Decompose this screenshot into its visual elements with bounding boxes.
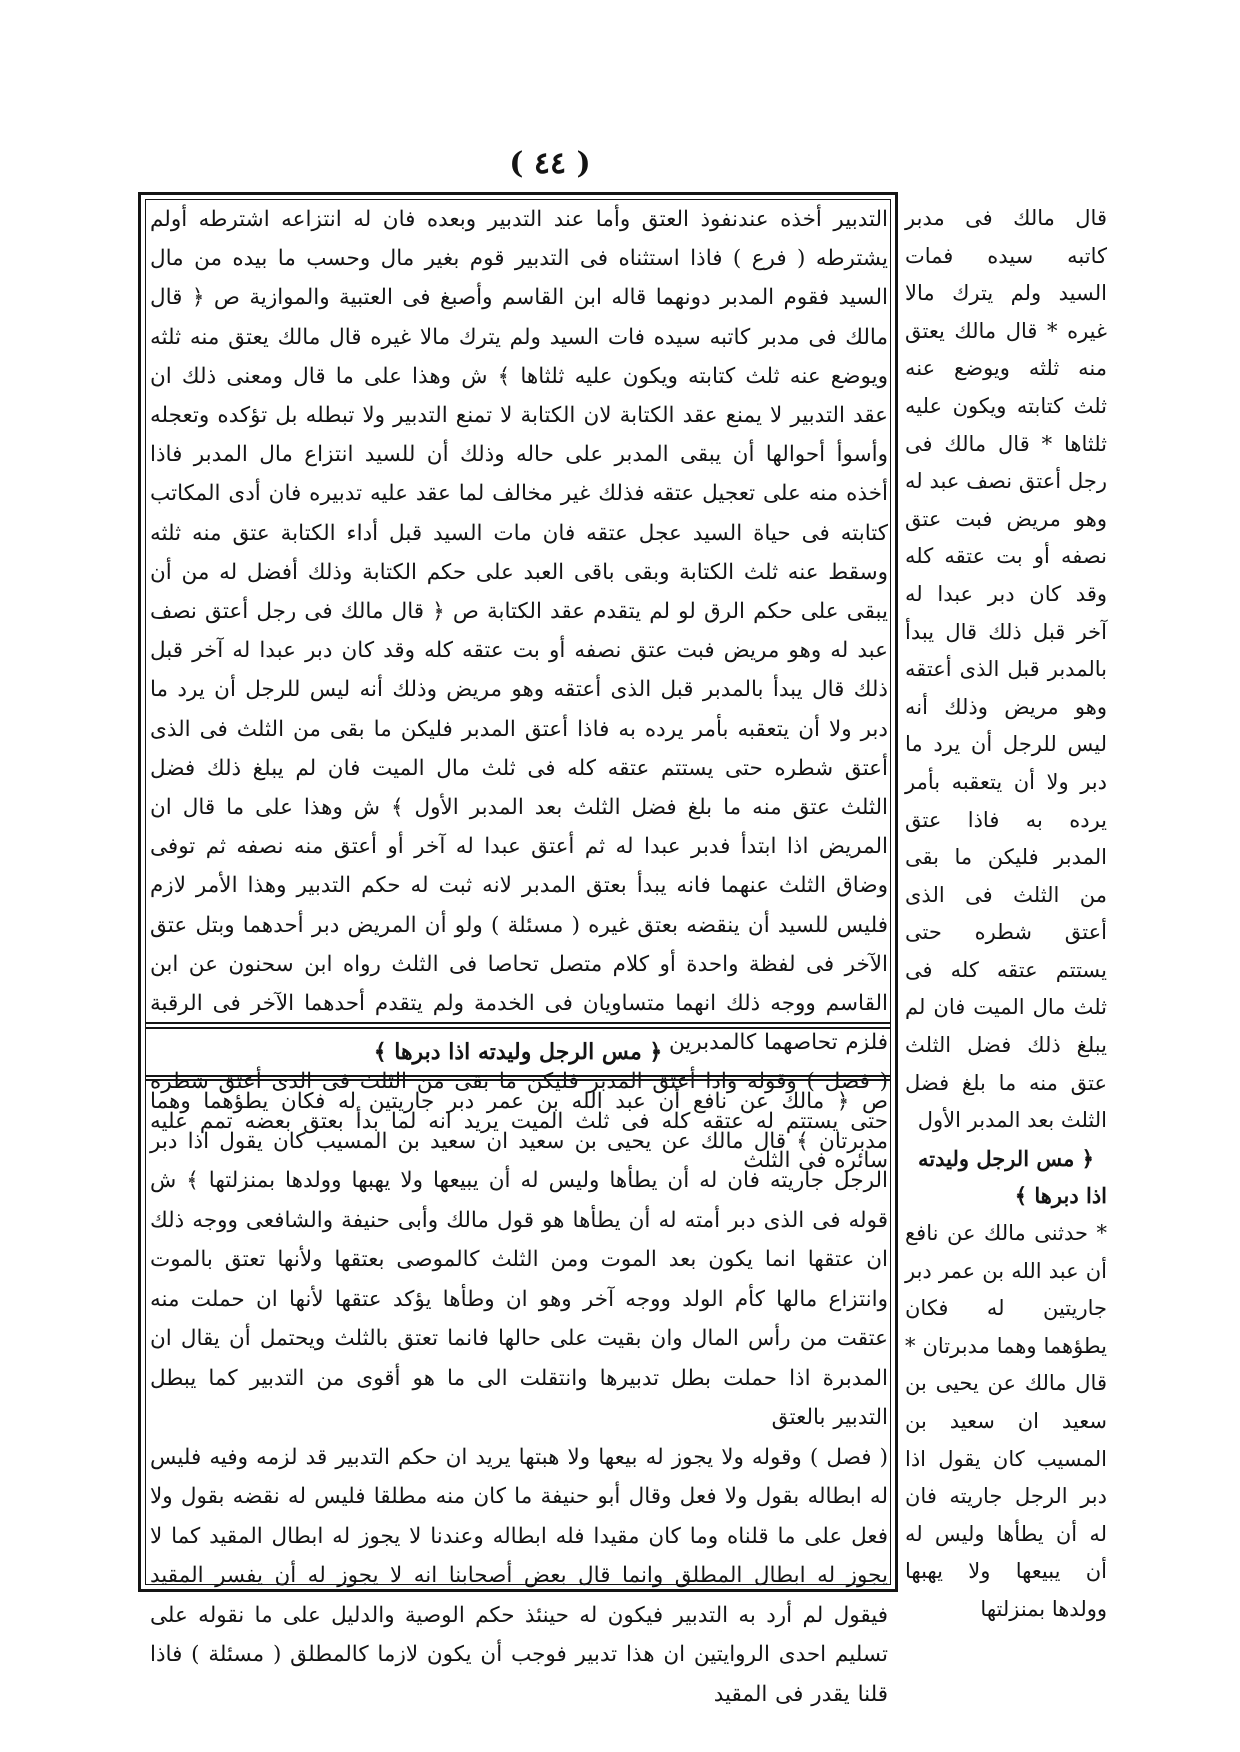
- margin-paragraph: * حدثنى مالك عن نافع أن عبد الله بن عمر دبر جاريتين له فكان يطؤهما وهما مدبرتان * قال مالك عن يحيى بن سعيد ان سعيد بن المسيب كان يقول اذا دبر الرجل جاريته فان له أن يطأها وليس له أن يبيعها ولا يهبها وولدها بمنزلتها: [905, 1221, 1107, 1621]
- chapter-text-block: [150, 1082, 888, 1707]
- section-divider-top-double: [145, 1027, 891, 1029]
- section-divider-bottom: [145, 1075, 891, 1077]
- chapter-heading: ﴿ مس الرجل وليدته اذا دبرها ﴾: [373, 1039, 663, 1065]
- margin-chapter-heading: ﴿ مس الرجل وليدته اذا دبرها ﴾: [918, 1145, 1107, 1209]
- commentary-paragraph: ( فصل ) وقوله واذا أعتق المدبر فليكن ما بقى من الثلث فى الذى أعتق شطره حتى يستتم له عتقه كله فى ثلث الميت يريد انه لما بدأ بعتق بعضه تمم عليه سائره فى الثلث: [150, 1069, 888, 1173]
- margin-paragraph: قال مالك فى مدبر كاتبه سيده فمات السيد ولم يترك مالا غيره * قال مالك يعتق منه ثلثه ويوضع عنه ثلث كتابته ويكون عليه ثلثاها * قال مالك فى رجل أعتق نصف عبد له وهو مريض فبت عتق نصفه أو بت عتقه كله وقد كان دبر عبدا له آخر قبل ذلك قال يبدأ بالمدبر قبل الذى أعتقه وهو مريض وذلك أنه ليس للرجل أن يرد ما دبر ولا أن يتعقبه بأمر يرده به فاذا عتق المدبر فليكن ما بقى من الثلث فى الذى أعتق شطره حتى يستتم عتقه كله فى ثلث مال الميت فان لم يبلغ ذلك فضل الثلث عتق منه ما بلغ فضل الثلث بعد المدبر الأول: [905, 206, 1107, 1133]
- page-number: ( ٤٤ ): [509, 146, 591, 181]
- margin-text-column: [905, 200, 1107, 1621]
- chapter-paragraph: ( فصل ) وقوله ولا يجوز له بيعها ولا هبتها يريد ان حكم التدبير قد لزمه وفيه فليس له ابطاله بقول ولا فعل وقال أبو حنيفة ما كان منه مطلقا فليس له نقضه بقول ولا فعل على ما قلناه وما كان مقيدا فله ابطاله وعندنا لا يجوز له ابطال المقيد كما لا يجوز له ابطال المطلق وانما قال بعض أصحابنا انه لا يجوز له أن يفسر المقيد فيقول لم أرد به التدبير فيكون له حينئذ حكم الوصية والدليل على ما نقوله على تسليم احدى الروايتين ان هذا تدبير فوجب أن يكون لازما كالمطلق ( مسئلة ) فاذا قلنا يقدر فى المقيد: [150, 1444, 888, 1707]
- chapter-paragraph: ص ﴿ مالك عن نافع أن عبد الله بن عمر دبر جاريتين له فكان يطؤهما وهما مدبرتان ﴾ قال مالك عن يحيى بن سعيد ان سعيد بن المسيب كان يقول اذا دبر الرجل جاريته فان له أن يطأها وليس له أن يبيعها ولا يهبها وولدها بمنزلتها ﴾ ش قوله فى الذى دبر أمته له أن يطأها هو قول مالك وأبى حنيفة والشافعى ووجه ذلك ان عتقها انما يكون بعد الموت ومن الثلث كالموصى بعتقها ولأنها تعتق بالموت وانتزاع مالها كأم الولد ووجه آخر وهو ان وطأها يؤكد عتقها لأنها ان حملت منه عتقت من رأس المال وان بقيت على حالها فانما تعتق بالثلث ويحتمل أن يقال ان المدبرة اذا حملت بطل تدبيرها وانتقلت الى ما هو أقوى من التدبير كما يبطل التدبير بالعتق: [150, 1089, 888, 1430]
- section-divider-bottom-double: [145, 1079, 891, 1081]
- commentary-paragraph: التدبير أخذه عندنفوذ العتق وأما عند التدبير وبعده فان له انتزاعه اشترطه أولم يشترطه ( فرع ) فاذا استثناه فى التدبير قوم بغير مال وحسب ما بيده من مال السيد فقوم المدبر دونهما قاله ابن القاسم وأصبغ فى العتبية والموازية ص ﴿ قال مالك فى مدبر كاتبه سيده فات السيد ولم يترك مالا غيره قال مالك يعتق منه ثلثه ويوضع عنه ثلث كتابته ويكون عليه ثلثاها ﴾ ش وهذا على ما قال ومعنى ذلك ان عقد التدبير لا يمنع عقد الكتابة لان الكتابة لا تمنع التدبير ولا تبطله بل تؤكده وتعجله وأسوأ أحوالها أن يبقى المدبر على حاله وذلك أن للسيد انتزاع مال المدبر فاذا أخذه منه على تعجيل عتقه فذلك غير مخالف لما عقد عليه تدبيره فان أدى المكاتب كتابته فى حياة السيد عجل عتقه فان مات السيد قبل أداء الكتابة عتق منه ثلثه وسقط عنه ثلث الكتابة وبقى باقى العبد على حكم الكتابة وذلك أفضل له من أن يبقى على حكم الرق لو لم يتقدم عقد الكتابة ص ﴿ قال مالك فى رجل أعتق نصف عبد له وهو مريض فبت عتق نصفه أو بت عتقه كله وقد كان دبر عبدا له آخر قبل ذلك قال يبدأ بالمدبر قبل الذى أعتقه وهو مريض وذلك أنه ليس للرجل أن يرد ما دبر ولا أن يتعقبه بأمر يرده به فاذا أعتق المدبر فليكن ما بقى من الثلث فى الذى أعتق شطره حتى يستتم عتقه كله فى ثلث مال الميت فان لم يبلغ ذلك فضل الثلث عتق منه ما بلغ فضل الثلث بعد المدبر الأول ﴾ ش وهذا على ما قال ان المريض اذا ابتدأ فدبر عبدا له ثم أعتق عبدا له آخر أو أعتق منه نصفه ثم توفى وضاق الثلث عنهما فانه يبدأ بعتق المدبر لانه ثبت له حكم التدبير وهذا الأمر لازم فليس للسيد أن ينقضه بعتق غيره ( مسئلة ) ولو أن المريض دبر أحدهما وبتل عتق الآخر فى لفظة واحدة أو كلام متصل تحاصا فى الثلث رواه ابن سحنون عن ابن القاسم ووجه ذلك انهما متساويان فى الخدمة ولم يتقدم أحدهما الآخر فى الرقبة فلزم تحاصهما كالمدبرين: [150, 207, 888, 1056]
- section-divider-top: [145, 1022, 891, 1024]
